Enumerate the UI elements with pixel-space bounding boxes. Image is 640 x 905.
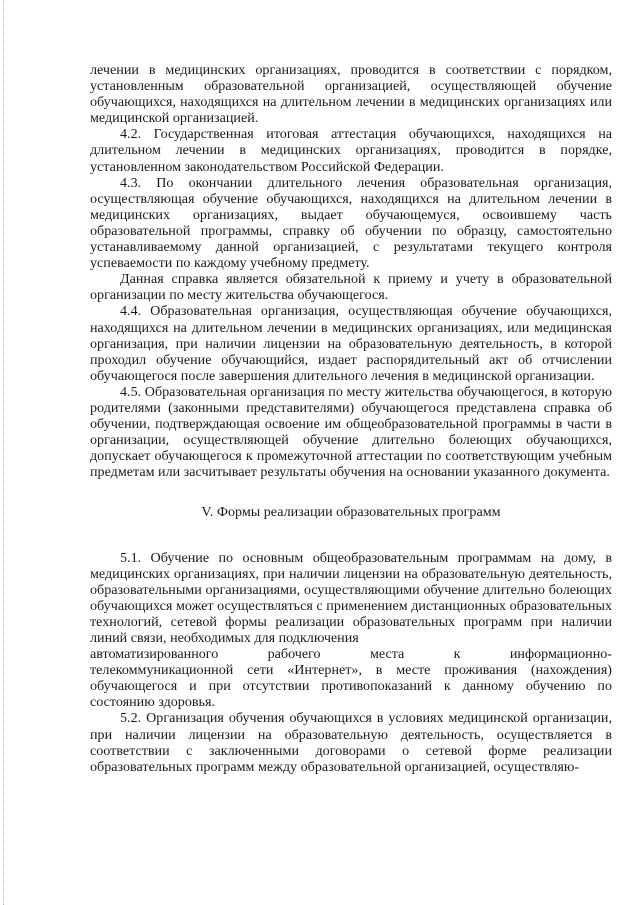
paragraph-5-1-spread-line [90,646,612,662]
paragraph-5-2: 5.2. Организация обучения обучающихся в условиях медицинской организации, при наличии лицензии на образовательную деятельность, осуществляется в соответствии с заключенными договорами о сетевой форме реализации образовательных программ между образовательной организацией, осуществляю- [90,710,612,775]
word: места [369,646,405,663]
paragraph-4-4: 4.4. Образовательная организация, осуществляющая обучение обучающихся, находящихся на длительном лечении в медицинских организациях, или медицинская организация, при наличии лицензии на образовательную деятельность, в которой проходил обучение обучающийся, издает распорядительный акт об отчислении обучающегося после завершения длительного лечения в медицинской организации. [90,303,612,384]
paragraph-5-1 [90,550,612,711]
paragraph-5-1-end: телекоммуникационной сети «Интернет», в месте проживания (нахождения) обучающегося и при отсутствии противопоказаний к данному обучению по состоянию здоровья. [90,662,612,711]
word: рабочего [267,646,321,663]
word: автоматизированного [90,646,219,663]
paragraph-continuation: лечении в медицинских организациях, проводится в соответствии с порядком, установленным образовательной организацией, осуществляющей обучение обучающихся, находящихся на длительном лечении в медицинских организациях или медицинской организацией. [90,62,612,127]
paragraph-5-1-start: 5.1. Обучение по основным общеобразовательным программам на дому, в медицинских организациях, при наличии лицензии на образовательную деятельность, образовательными организациями, осуществляющими обучение длительно болеющих обучающихся может осуществляться с применением дистанционных образовательных технологий, сетевой формы реализации образовательных программ при наличии линий связи, необходимых для подключения [90,549,612,646]
paragraph-certificate-note: Данная справка является обязательной к приему и учету в образовательной организации по месту жительства обучающегося. [90,271,612,304]
word: информационно- [509,646,612,663]
paragraph-4-2: 4.2. Государственная итоговая аттестация обучающихся, находящихся на длительном лечении в медицинских организациях, проводится в порядке, установленном законодательством Российской Федерации. [90,126,612,175]
paragraph-4-3: 4.3. По окончании длительного лечения образовательная организация, осуществляющая обучение обучающихся, находящихся на длительном лечении в медицинских организациях, выдает обучающемуся, освоившему часть образовательной программы, справку об обучении по образцу, самостоятельно устанавливаемому данной организацией, с результатами текущего контроля успеваемости по каждому учебному предмету. [90,174,612,272]
paragraph-4-5: 4.5. Образовательная организация по месту жительства обучающегося, в которую родителями (законными представителями) обучающегося представлена справка об обучении, подтверждающая освоение им общеобразовательной программы в части в организации, осуществляющей обучение длительно болеющих обучающихся, допускает обучающегося к промежуточной аттестации по соответствующим учебным предметам или засчитывает результаты обучения на основании указанного документа. [90,383,612,481]
page-edge-border [3,0,4,905]
document-text [90,62,612,775]
section-heading: V. Формы реализации образовательных программ [201,504,501,521]
word: к [453,646,461,663]
